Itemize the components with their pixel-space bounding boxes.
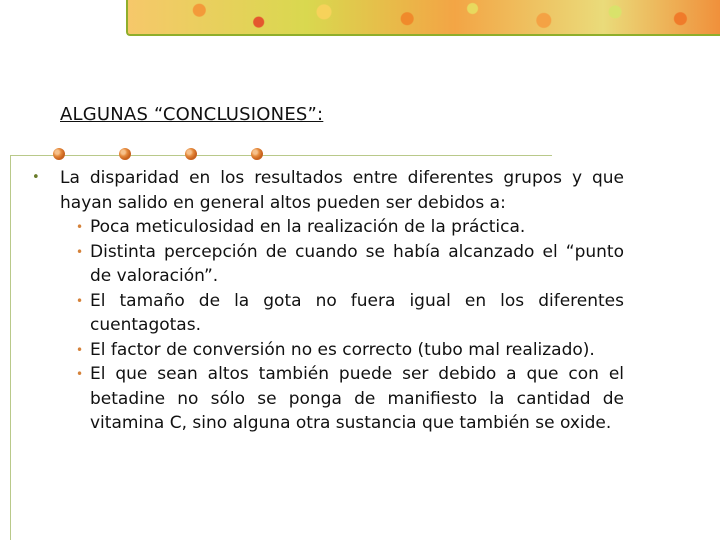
sub-bullet-item xyxy=(32,215,624,240)
main-bullet-item xyxy=(32,166,624,215)
orange-dot-icon xyxy=(185,148,197,160)
decorative-banner xyxy=(126,0,720,36)
bullet-icon: • xyxy=(76,244,84,259)
sub-bullet-text: El que sean altos también puede ser debido a que con el betadine no sólo se ponga de manifiesto la cantidad de vitamina C, sino alguna otra sustancia que también se oxide. xyxy=(90,364,624,433)
vertical-rule xyxy=(10,155,11,540)
slide-title: ALGUNAS “CONCLUSIONES”: xyxy=(60,104,324,125)
sub-bullet-text: El factor de conversión no es correcto (tubo mal realizado). xyxy=(90,339,595,360)
slide-body xyxy=(32,166,624,436)
orange-dot-icon xyxy=(251,148,263,160)
sub-bullet-text: Poca meticulosidad en la realización de la práctica. xyxy=(90,217,526,237)
sub-bullet-item xyxy=(32,338,624,363)
bullet-icon: • xyxy=(76,293,84,308)
sub-bullet-text: Distinta percepción de cuando se había alcanzado el “punto de valoración”. xyxy=(90,241,624,286)
horizontal-rule xyxy=(10,155,552,156)
sub-bullet-text: El tamaño de la gota no fuera igual en los diferentes cuentagotas. xyxy=(90,290,624,335)
main-bullet-text: La disparidad en los resultados entre diferentes grupos y que hayan salido en general altos pueden ser debidos a: xyxy=(60,168,624,213)
bullet-icon: • xyxy=(76,220,84,234)
sub-bullet-item xyxy=(32,362,624,436)
bullet-icon: • xyxy=(32,170,40,185)
orange-dot-icon xyxy=(119,148,131,160)
bullet-icon: • xyxy=(76,367,84,381)
sub-bullet-item xyxy=(32,289,624,338)
orange-dot-icon xyxy=(53,148,65,160)
sub-bullet-item xyxy=(32,240,624,289)
bullet-icon: • xyxy=(76,342,84,357)
